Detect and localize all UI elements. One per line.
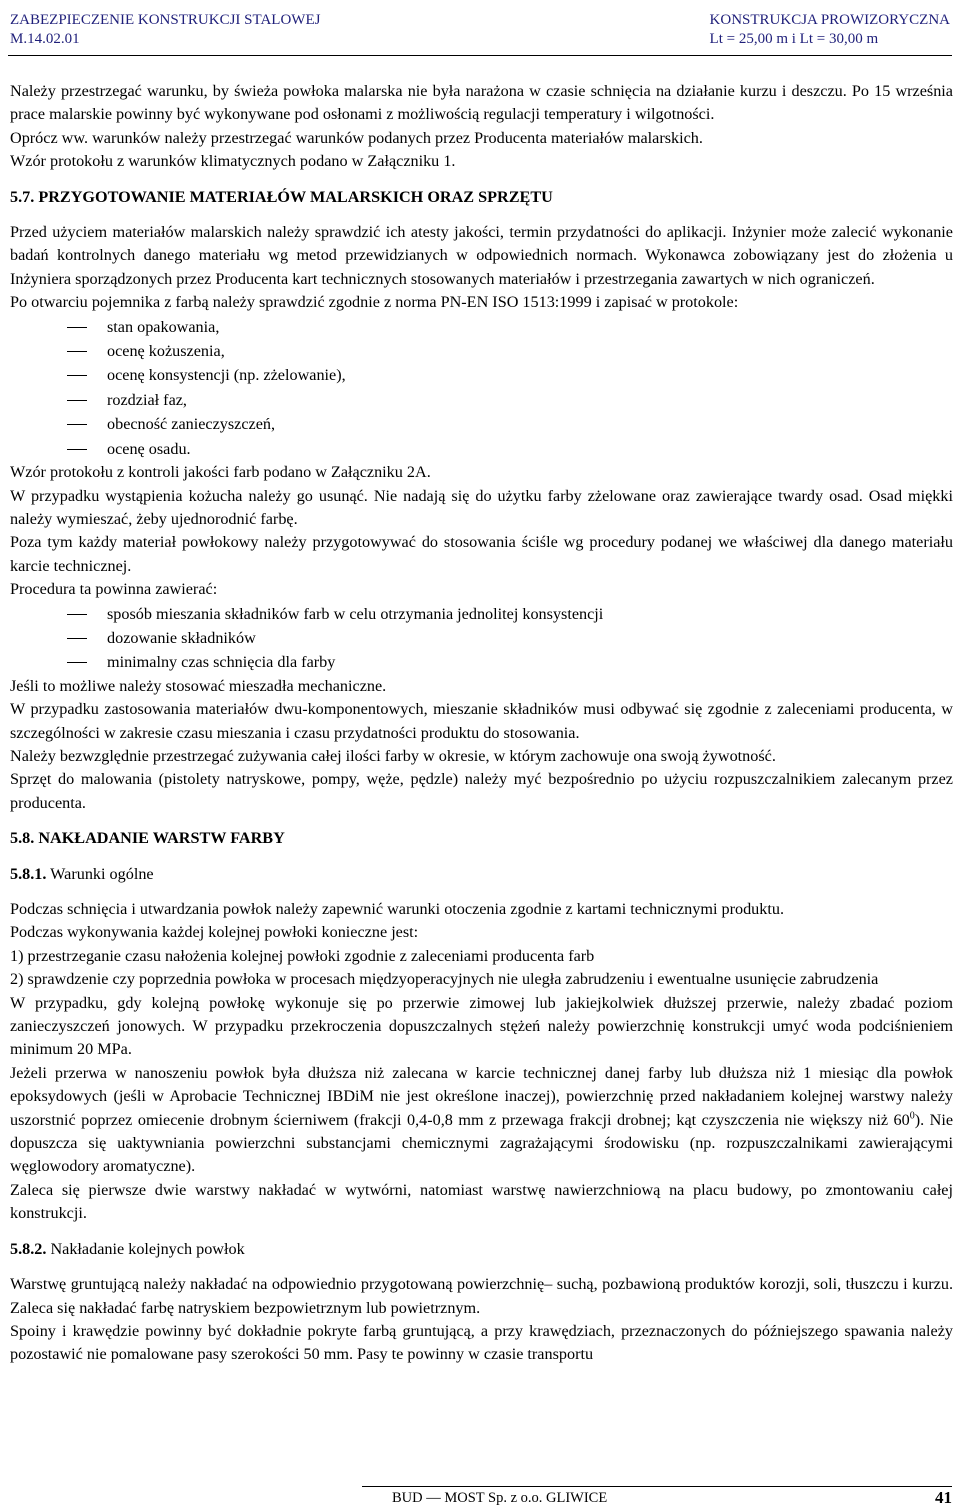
section-heading-5-7: 5.7. PRZYGOTOWANIE MATERIAŁÓW MALARSKICH ORAZ SPRZĘTU (10, 187, 553, 206)
dash-list-procedure-items (10, 602, 953, 675)
subsection-heading-5-8-1 (10, 863, 953, 886)
paragraph: 2) sprawdzenie czy poprzednia powłoka w procesach międzyoperacyjnych nie uległa zabrudzeniu i ewentualne usunięcie zabrudzenia (10, 970, 879, 989)
paragraph: Należy bezwzględnie przestrzegać zużywania całej ilości farby w okresie, w którym zachowuje ona swoją żywotność. (10, 746, 776, 765)
paragraph: Poza tym każdy materiał powłokowy należy przygotowywać do stosowania ściśle wg procedury podanej we właściwej dla danego materiału karcie technicznej. (10, 533, 953, 575)
list-item: ocenę konsystencji (np. zżelowanie), (10, 363, 953, 387)
header-span-lengths: Lt = 25,00 m i Lt = 30,00 m (709, 31, 879, 47)
subsection-title: Warunki ogólne (46, 864, 154, 883)
page-header (10, 11, 950, 51)
paragraph-text: Jeżeli przerwa w nanoszeniu powłok była dłuższa niż zalecana w karcie technicznej danej farby lub dłuższa niż 1 miesiąc dla powłok epoksydowych (jeśli w Aprobacie Technicznej IBDiM nie jest określone inaczej), powierzchnię przed nakładaniem kolejnej warstwy należy uszorstnić poprzez omiecenie drobnym ścierniwem (frakcji 0,4-0,8 mm z przewaga frakcji drobnej; kąt czyszczenia nie większy niż 60 (10, 1063, 953, 1129)
paragraph: Warstwę gruntującą należy nakładać na odpowiednio przygotowaną powierzchnię– suchą, pozbawioną produktów korozji, soli, tłuszczu i kurzu. Zaleca się nakładać farbę natryskiem bezpowietrznym lub powietrznym. (10, 1275, 953, 1317)
header-spec-code: M.14.02.01 (10, 31, 80, 47)
list-item: obecność zanieczyszczeń, (10, 412, 953, 436)
paragraph: Oprócz ww. warunków należy przestrzegać warunków podanych przez Producenta materiałów malarskich. (10, 128, 703, 147)
paragraph: Podczas schnięcia i utwardzania powłok należy zapewnić warunki otoczenia zgodnie z kartami technicznymi produktu. (10, 900, 785, 918)
paragraph: Podczas wykonywania każdej kolejnej powłoki konieczne jest: (10, 923, 419, 942)
paragraph: Przed użyciem materiałów malarskich należy sprawdzić ich atesty jakości, termin przydatności do aplikacji. Inżynier może zalecić wykonanie badań kontrolnych danego materiału wg metod przewidzianych w odpowiednich normach. Wykonawca zobowiązany jest do złożenia u Inżyniera sporządzonych przez Producenta kart technicznych stosowanych materiałów i przestrzegania zawartych w nich ograniczeń. (10, 223, 953, 288)
header-structure-name: KONSTRUKCJA PROWIZORYCZNA (709, 12, 950, 28)
paragraph: W przypadku zastosowania materiałów dwu-komponentowych, mieszanie składników musi odbywać się zgodnie z zaleceniami producenta, w szczególności w zakresie czasu mieszania i czasu przydatności produktu do stosowania. (10, 700, 953, 742)
list-item: stan opakowania, (10, 315, 953, 339)
paragraph (10, 1062, 953, 1179)
paragraph-text: ). Nie dopuszcza się uaktywniania powierzchni substancjami chemicznymi zagrażającymi środowisku (np. rozpuszczalnikami zawierającymi węglowodory aromatyczne). (10, 1110, 954, 1176)
page-number: 41 (935, 1488, 952, 1507)
paragraph: 1) przestrzeganie czasu nałożenia kolejnej powłoki zgodnie z zaleceniami producenta farb (10, 946, 595, 965)
header-divider (8, 55, 952, 56)
header-document-title: ZABEZPIECZENIE KONSTRUKCJI STALOWEJ (10, 12, 321, 28)
subsection-number: 5.8.1. (10, 864, 47, 883)
paragraph: Po otwarciu pojemnika z farbą należy sprawdzić zgodnie z norma PN-EN ISO 1513:1999 i zapisać w protokole: (10, 293, 739, 312)
page-footer (0, 1486, 960, 1510)
header-right (710, 11, 950, 49)
list-item: sposób mieszania składników farb w celu otrzymania jednolitej konsystencji (10, 602, 953, 626)
paragraph: Wzór protokołu z warunków klimatycznych podano w Załączniku 1. (10, 152, 456, 171)
paragraph: W przypadku wystąpienia kożucha należy go usunąć. Nie nadają się do użytku farby zżelowane oraz zawierające twardy osad. Osad miękki należy wymieszać, żeby ujednorodnić farbę. (10, 486, 953, 528)
dash-list-protocol-items (10, 315, 953, 461)
degree-superscript: 0 (909, 1110, 915, 1122)
paragraph: W przypadku, gdy kolejną powłokę wykonuje się po przerwie zimowej lub jakiejkolwiek dłuższej przerwie, należy zbadać poziom zanieczyszczeń jonowych. W przypadku przekroczenia dopuszczalnych stężeń należy powierzchnię konstrukcji umyć woda podciśnieniem minimum 20 MPa. (10, 993, 953, 1059)
paragraph: Należy przestrzegać warunku, by świeża powłoka malarska nie była narażona w czasie schnięcia na działanie kurzu i deszczu. Po 15 września prace malarskie powinny być wykonywane pod osłonami z możliwością regulacji temperatury i wilgotności. (10, 82, 953, 124)
footer-company: BUD — MOST Sp. z o.o. GLIWICE (392, 1490, 608, 1506)
paragraph: Sprzęt do malowania (pistolety natryskowe, pompy, węże, pędzle) należy myć bezpośrednio po użyciu rozpuszczalnikiem zalecanym przez producenta. (10, 770, 953, 812)
paragraph: Zaleca się pierwsze dwie warstwy nakładać w wytwórni, natomiast warstwę nawierzchniową na placu budowy, po zmontowaniu całej konstrukcji. (10, 1180, 953, 1223)
section-heading-5-8: 5.8. NAKŁADANIE WARSTW FARBY (10, 829, 285, 848)
subsection-heading-5-8-2 (10, 1238, 953, 1261)
document-body (10, 80, 953, 1367)
list-item: ocenę kożuszenia, (10, 339, 953, 363)
list-item: dozowanie składników (10, 626, 953, 650)
list-item: minimalny czas schnięcia dla farby (10, 650, 953, 674)
paragraph: Spoiny i krawędzie powinny być dokładnie pokryte farbą gruntującą, a przy krawędziach, przeznaczonych do późniejszego spawania należy pozostawić nie pomalowane pasy szerokości 50 mm. Pasy te powinny w czasie transportu (10, 1321, 953, 1364)
list-item: rozdział faz, (10, 388, 953, 412)
footer-divider (362, 1486, 952, 1487)
paragraph: Procedura ta powinna zawierać: (10, 580, 218, 599)
paragraph: Jeśli to możliwe należy stosować mieszadła mechaniczne. (10, 676, 387, 695)
subsection-number: 5.8.2. (10, 1239, 47, 1258)
subsection-title: Nakładanie kolejnych powłok (46, 1239, 245, 1258)
paragraph: Wzór protokołu z kontroli jakości farb podano w Załączniku 2A. (10, 463, 431, 482)
header-left (10, 11, 320, 49)
list-item: ocenę osadu. (10, 437, 953, 461)
